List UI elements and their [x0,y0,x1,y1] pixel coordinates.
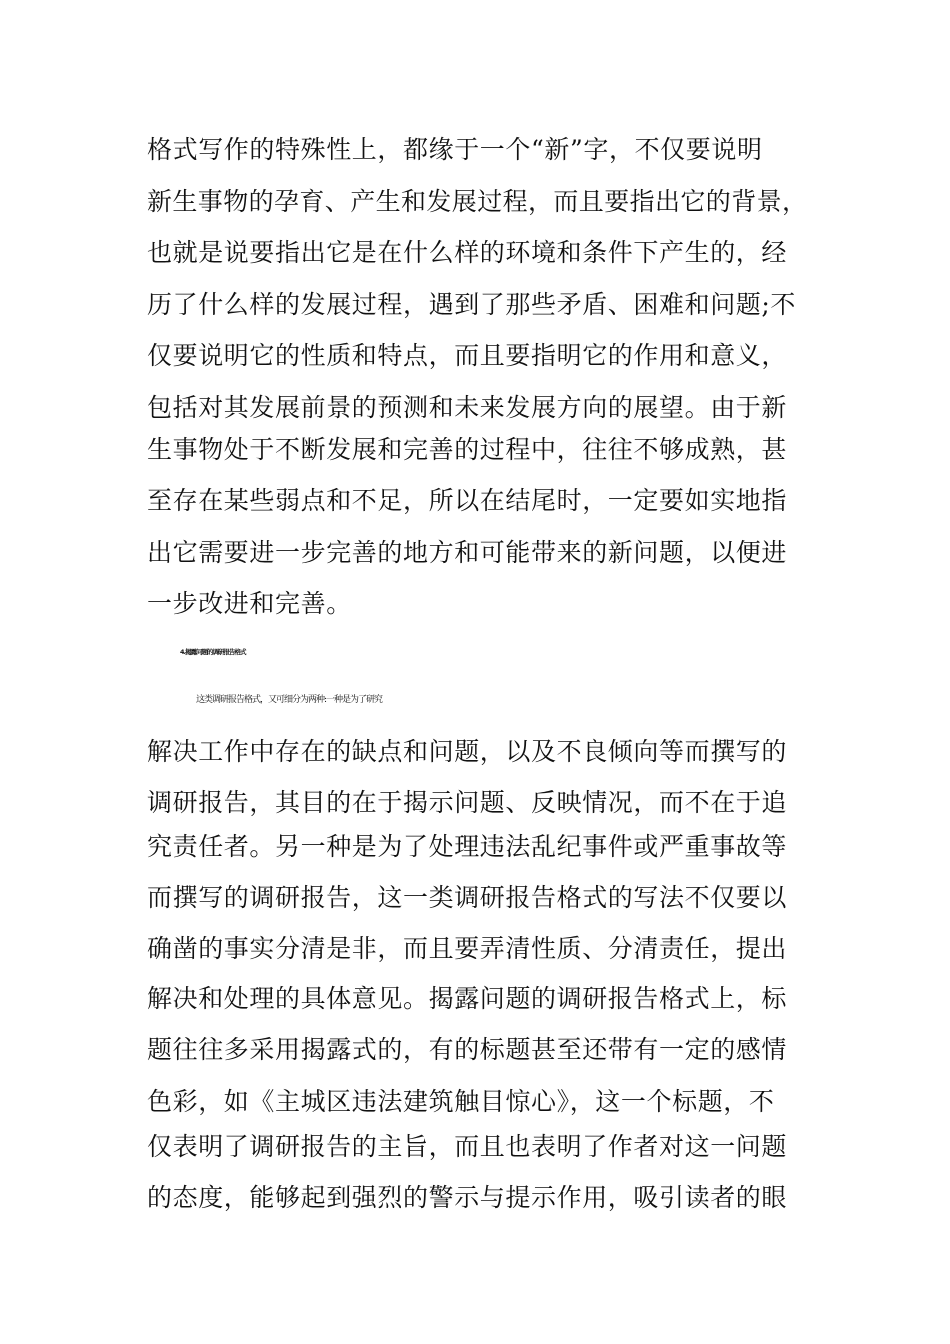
text-line: 仅要说明它的性质和特点，而且要指明它的作用和意义， [147,341,788,370]
text-line: 格式写作的特殊性上，都缘于一个“新”字，不仅要说明 [147,135,763,164]
text-line: 色彩，如《主城区违法建筑触目惊心》，这一个标题，不 [147,1087,775,1116]
text-line: 解决工作中存在的缺点和问题，以及不良倾向等而撰写的 [147,737,788,766]
text-line: 也就是说要指出它是在什么样的环境和条件下产生的，经 [147,238,788,267]
text-line: 这类调研报告格式，又可细分为两种:一种是为了研究 [196,695,383,705]
text-line: 生事物处于不断发展和完善的过程中，往往不够成熟，甚 [147,435,788,464]
text-line: 究责任者。另一种是为了处理违法乱纪事件或严重事故等 [147,832,788,861]
text-line: 出它需要进一步完善的地方和可能带来的新问题，以便进 [147,538,788,567]
text-line: 仅表明了调研报告的主旨，而且也表明了作者对这一问题 [147,1132,788,1161]
text-line: 调研报告，其目的在于揭示问题、反映情况，而不在于追 [147,788,788,817]
text-line: 的态度，能够起到强烈的警示与提示作用，吸引读者的眼 [147,1183,788,1212]
text-line: 包括对其发展前景的预测和未来发展方向的展望。由于新 [147,393,788,422]
section-heading: 4.揭露问题的调研报告格式 [180,648,246,656]
text-line: 确凿的事实分清是非，而且要弄清性质、分清责任，提出 [147,934,788,963]
text-line: 历了什么样的发展过程，遇到了那些矛盾、困难和问题;不 [147,290,797,319]
text-line: 至存在某些弱点和不足，所以在结尾时，一定要如实地指 [147,486,788,515]
text-line: 新生事物的孕育、产生和发展过程，而且要指出它的背景， [147,187,808,216]
text-line: 题往往多采用揭露式的，有的标题甚至还带有一定的感情 [147,1035,788,1064]
text-line: 解决和处理的具体意见。揭露问题的调研报告格式上，标 [147,984,788,1013]
text-line: 而撰写的调研报告，这一类调研报告格式的写法不仅要以 [147,883,788,912]
text-line: 一步改进和完善。 [147,589,352,618]
